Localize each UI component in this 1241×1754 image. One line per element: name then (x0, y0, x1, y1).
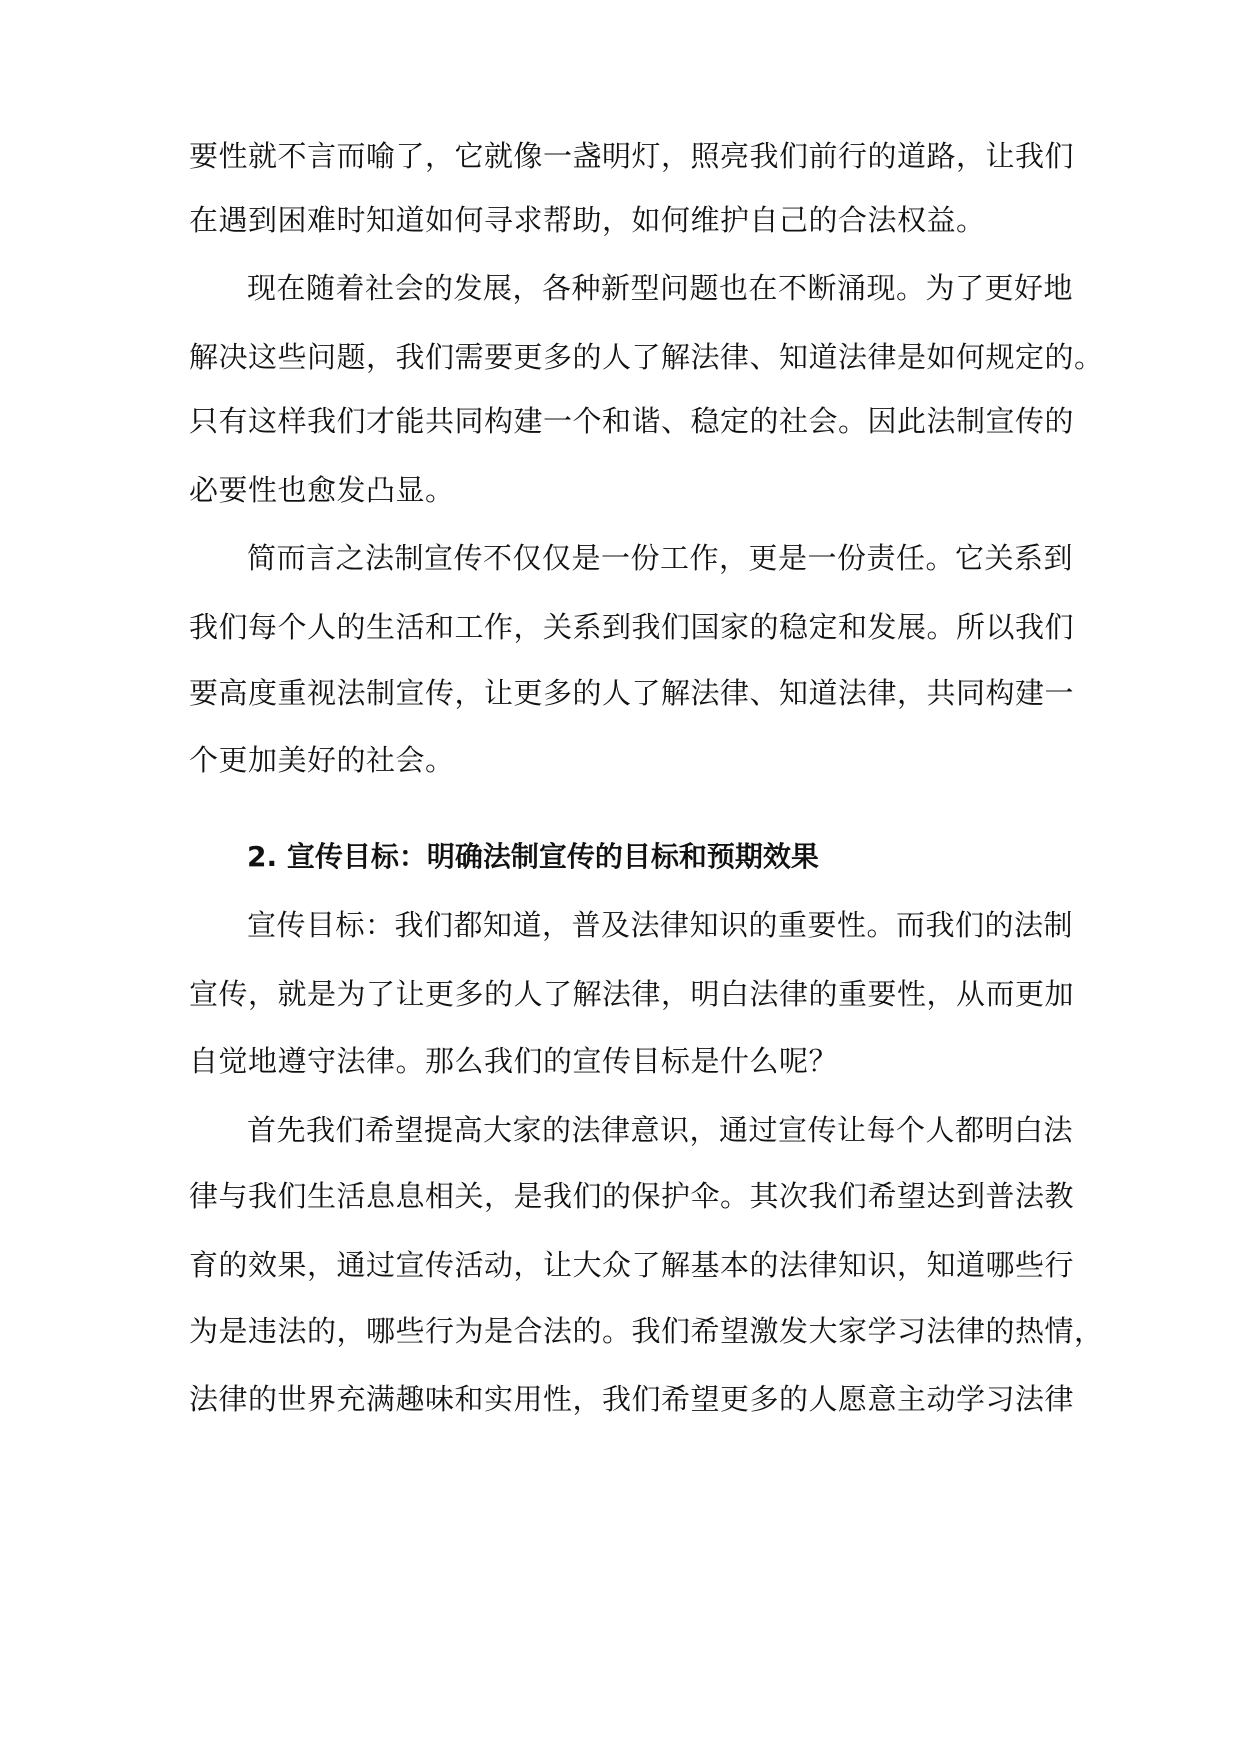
section-heading: 2. 宣传目标：明确法制宣传的目标和预期效果 (247, 840, 819, 873)
text-line: 要高度重视法制宣传，让更多的人了解法律、知道法律，共同构建一 (189, 676, 1075, 710)
text-line: 宣传，就是为了让更多的人了解法律，明白法律的重要性，从而更加 (189, 977, 1075, 1011)
text-line: 律与我们生活息息相关，是我们的保护伞。其次我们希望达到普法教 (189, 1179, 1075, 1213)
text-line: 简而言之法制宣传不仅仅是一份工作，更是一份责任。它关系到 (247, 541, 1074, 575)
text-line: 为是违法的，哪些行为是合法的。我们希望激发大家学习法律的热情， (189, 1314, 1104, 1348)
text-line: 现在随着社会的发展，各种新型问题也在不断涌现。为了更好地 (247, 271, 1074, 305)
text-line: 我们每个人的生活和工作，关系到我们国家的稳定和发展。所以我们 (189, 610, 1075, 644)
text-line: 必要性也愈发凸显。 (189, 473, 455, 507)
text-line: 解决这些问题，我们需要更多的人了解法律、知道法律是如何规定的。 (189, 340, 1104, 374)
text-line: 法律的世界充满趣味和实用性，我们希望更多的人愿意主动学习法律 (189, 1382, 1075, 1416)
text-line: 育的效果，通过宣传活动，让大众了解基本的法律知识，知道哪些行 (189, 1248, 1075, 1282)
text-line: 自觉地遵守法律。那么我们的宣传目标是什么呢？ (189, 1044, 839, 1078)
text-line: 个更加美好的社会。 (189, 743, 455, 777)
text-line: 在遇到困难时知道如何寻求帮助，如何维护自己的合法权益。 (189, 203, 986, 237)
text-line: 要性就不言而喻了，它就像一盏明灯，照亮我们前行的道路，让我们 (189, 139, 1075, 173)
text-line: 首先我们希望提高大家的法律意识，通过宣传让每个人都明白法 (247, 1113, 1074, 1147)
text-line: 宣传目标：我们都知道，普及法律知识的重要性。而我们的法制 (247, 908, 1074, 942)
text-line: 只有这样我们才能共同构建一个和谐、稳定的社会。因此法制宣传的 (189, 404, 1075, 438)
